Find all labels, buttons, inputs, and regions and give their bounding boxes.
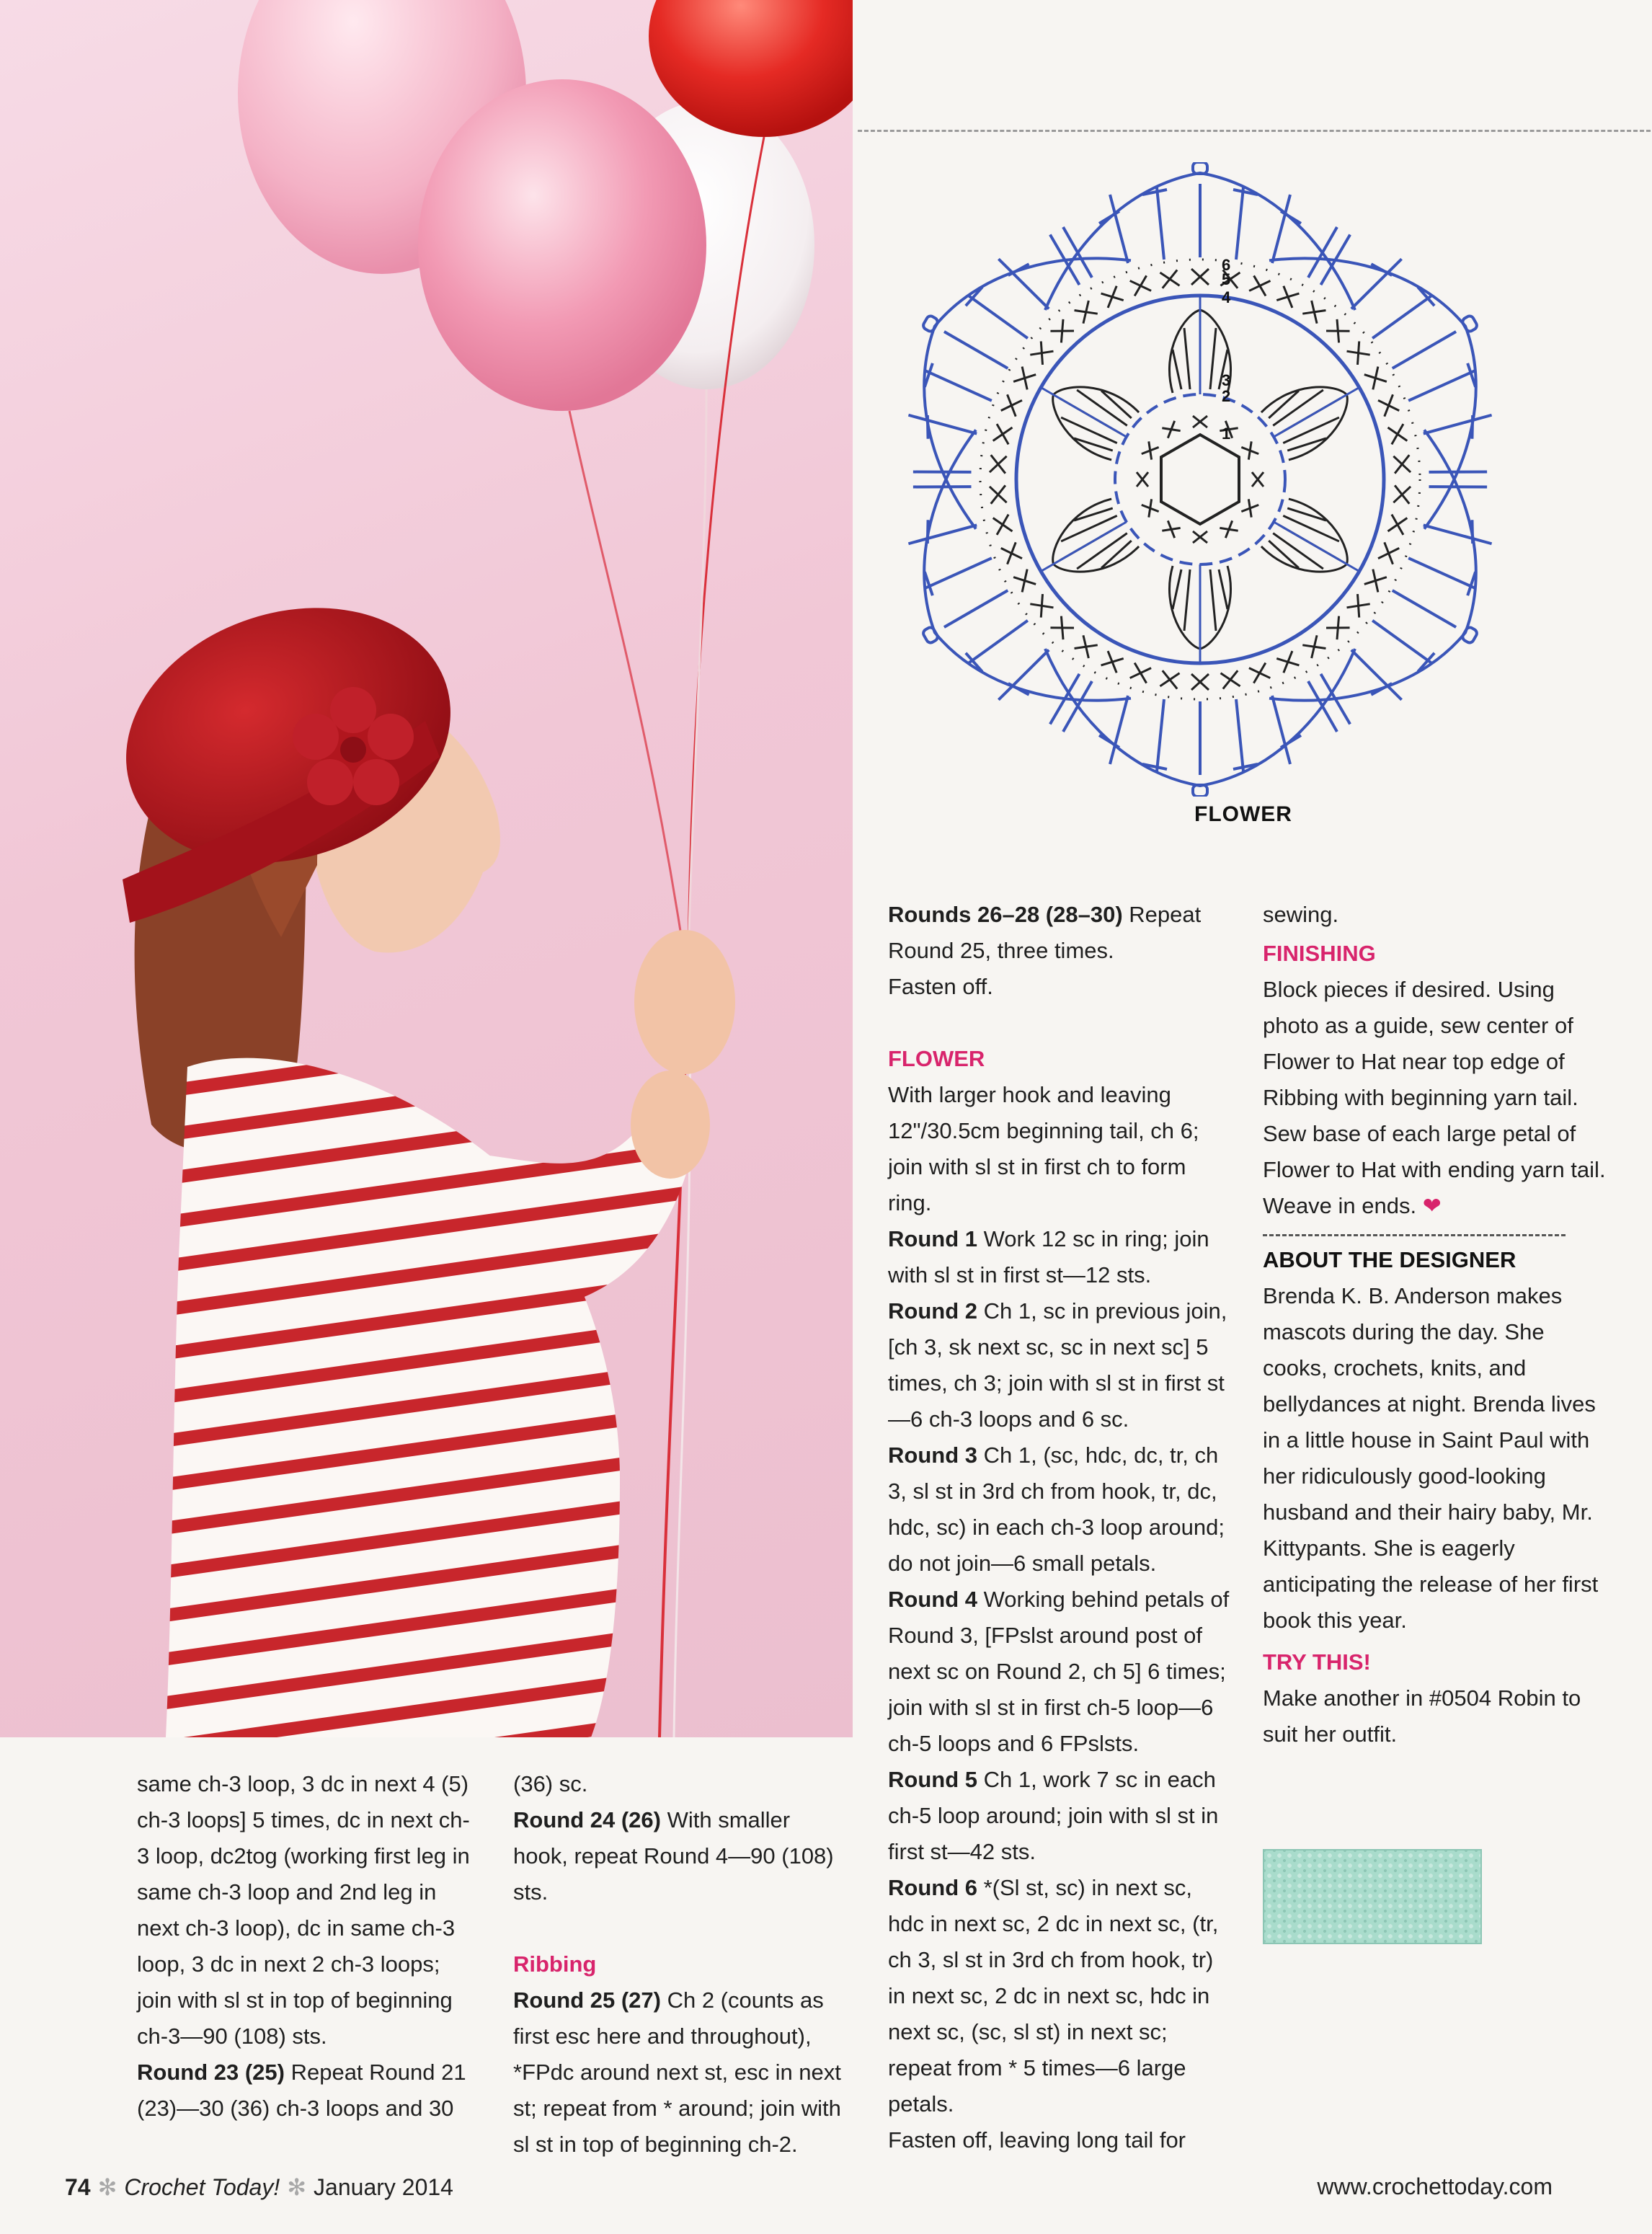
section-divider xyxy=(858,130,1651,132)
round-2-paragraph xyxy=(888,1293,1233,1437)
round-2-text: Ch 1, sc in previous join, [ch 3, sk next sc, sc in next sc] 5 times, ch 3; join with sl st in first st—6 ch-3 loops and 6 sc. xyxy=(888,1298,1227,1432)
round-3-label: Round 3 xyxy=(888,1442,977,1468)
website-link[interactable]: www.crochettoday.com xyxy=(1317,2173,1553,2199)
heart-icon: ❤ xyxy=(1422,1193,1442,1218)
designer-divider xyxy=(1263,1234,1566,1236)
round-1-text: Work 12 sc in ring; join with sl st in first st—12 sts. xyxy=(888,1226,1209,1287)
round-2-label: Round 2 xyxy=(888,1298,977,1324)
round-24-text: With smaller hook, repeat Round 4—90 (108) sts. xyxy=(513,1807,834,1905)
text-column-c xyxy=(888,897,1233,2158)
finishing-paragraph xyxy=(1263,972,1609,1224)
round-5-label: Round 5 xyxy=(888,1767,977,1792)
round-26-text: Repeat Round 25, three times. xyxy=(888,902,1202,963)
flower-heading: FLOWER xyxy=(888,1046,985,1071)
fasten-off-text: Fasten off. xyxy=(888,974,993,999)
round-6-paragraph xyxy=(888,1870,1233,2122)
round-24-paragraph xyxy=(513,1802,845,1910)
round-3-paragraph xyxy=(888,1437,1233,1582)
text-column-b xyxy=(513,1766,845,2163)
round-23-paragraph xyxy=(137,2055,476,2127)
round-label-3: 3 xyxy=(1222,371,1231,389)
finishing-heading: FINISHING xyxy=(1263,941,1376,966)
diagram-caption: FLOWER xyxy=(1194,802,1292,826)
round-25-text: Ch 2 (counts as first esc here and throughout), *FPdc around next st, esc in next st; repeat from * around; join with sl st in top of beginning ch-2. xyxy=(513,1987,841,2157)
round-6-label: Round 6 xyxy=(888,1875,977,1900)
try-this-text: Make another in #0504 Robin to suit her outfit. xyxy=(1263,1685,1581,1747)
girl-with-balloons-illustration xyxy=(0,0,853,1737)
round-25-paragraph xyxy=(513,1982,845,2163)
flower-crochet-diagram xyxy=(883,162,1517,797)
round-23-label: Round 23 (25) xyxy=(137,2060,285,2085)
round-25-label: Round 25 (27) xyxy=(513,1987,661,2013)
ribbing-heading: Ribbing xyxy=(513,1951,597,1977)
round-23-text: Repeat Round 21 (23)—30 (36) ch-3 loops and 30 xyxy=(137,2060,466,2121)
round-label-4: 4 xyxy=(1222,288,1231,306)
round-label-6: 6 xyxy=(1222,256,1231,274)
finishing-text: Block pieces if desired. Using photo as a guide, sew center of Flower to Hat near top edge of Ribbing with beginning yarn tail. Sew base of each large petal of Flower to Hat with ending yarn tail. Weave in ends. xyxy=(1263,977,1606,1218)
page-number: 74 xyxy=(65,2174,91,2200)
magazine-name: Crochet Today! xyxy=(124,2174,280,2200)
col-b-paragraph: (36) sc. xyxy=(513,1771,588,1796)
round-5-text: Ch 1, work 7 sc in each ch-5 loop around; join with sl st in first st—42 sts. xyxy=(888,1767,1219,1864)
center-ring xyxy=(1161,435,1239,524)
about-designer-heading: ABOUT THE DESIGNER xyxy=(1263,1247,1516,1272)
round-1-label: Round 1 xyxy=(888,1226,977,1251)
round-label-1: 1 xyxy=(1222,425,1231,443)
fasten-off-tail-text: Fasten off, leaving long tail for xyxy=(888,2127,1186,2153)
page-footer-left xyxy=(65,2173,453,2201)
round-24-label: Round 24 (26) xyxy=(513,1807,661,1832)
round-26-label: Rounds 26–28 (28–30) xyxy=(888,902,1123,927)
text-column-a xyxy=(137,1766,476,2127)
sewing-text: sewing. xyxy=(1263,902,1339,927)
yarn-swatch-image xyxy=(1263,1849,1482,1944)
try-this-heading: TRY THIS! xyxy=(1263,1649,1371,1675)
round-4-label: Round 4 xyxy=(888,1587,977,1612)
round-4-paragraph xyxy=(888,1582,1233,1762)
round-4-text: Working behind petals of Round 3, [FPslst around post of next sc on Round 2, ch 5] 6 times; join with sl st in first ch-5 loop—6 ch-5 loops and 6 FPslsts. xyxy=(888,1587,1230,1756)
hero-photo xyxy=(0,0,853,1737)
flower-bullet-icon: ✻ xyxy=(97,2174,117,2200)
round-26-paragraph xyxy=(888,897,1233,969)
round-label-5: 5 xyxy=(1222,270,1231,288)
designer-bio: Brenda K. B. Anderson makes mascots during the day. She cooks, crochets, knits, and bellydances at night. Brenda lives in a little house in Saint Paul with her ridiculously good-looking husband and their hairy baby, Mr. Kittypants. She is eagerly anticipating the release of her first book this year. xyxy=(1263,1283,1599,1633)
issue-date: January 2014 xyxy=(314,2174,453,2200)
flower-bullet-icon-2: ✻ xyxy=(287,2174,307,2200)
round-3-text: Ch 1, (sc, hdc, dc, tr, ch 3, sl st in 3rd ch from hook, tr, dc, hdc, sc) in each ch-3 loop around; do not join—6 small petals. xyxy=(888,1442,1225,1576)
round-1-paragraph xyxy=(888,1221,1233,1293)
col-a-paragraph: same ch-3 loop, 3 dc in next 4 (5) ch-3 loops] 5 times, dc in next ch-3 loop, dc2tog (working first leg in same ch-3 loop and 2nd leg in next ch-3 loop), dc in same ch-3 loop, 3 dc in next 2 ch-3 loops; join with sl st in top of beginning ch-3—90 (108) sts. xyxy=(137,1771,470,2049)
round-6-text: *(Sl st, sc) in next sc, hdc in next sc, 2 dc in next sc, (tr, ch 3, sl st in 3rd ch from hook, tr) in next sc, 2 dc in next sc, hdc in next sc, (sc, sl st) in next sc; repeat from * 5 times—6 large petals. xyxy=(888,1875,1219,2116)
flower-intro: With larger hook and leaving 12"/30.5cm beginning tail, ch 6; join with sl st in first ch to form ring. xyxy=(888,1082,1199,1215)
text-column-d xyxy=(1263,897,1609,1752)
round-5-paragraph xyxy=(888,1762,1233,1870)
round-label-2: 2 xyxy=(1222,387,1231,405)
